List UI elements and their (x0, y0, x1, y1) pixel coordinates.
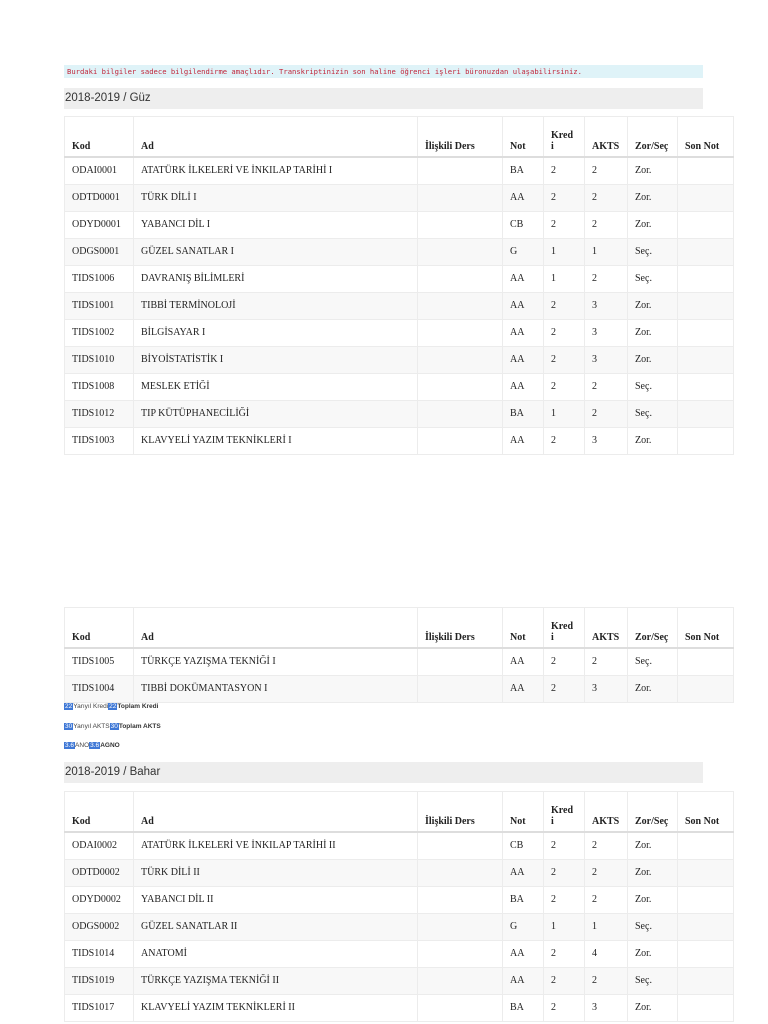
info-notice: Burdaki bilgiler sadece bilgilendirme amaçlıdır. Transkriptinizin son haline öğrenci işleri büronuzdan ulaşabilirsiniz. (64, 65, 703, 78)
ects-cell: 2 (585, 886, 628, 913)
final-grade-cell (678, 832, 734, 860)
final-grade-cell (678, 265, 734, 292)
header-kredi (544, 117, 585, 157)
course-name-cell: YABANCI DİL I (134, 211, 418, 238)
course-name-cell: TIBBİ TERMİNOLOJİ (134, 292, 418, 319)
required-elective-cell: Zor. (628, 427, 678, 454)
table-row (65, 832, 734, 860)
header-ad: Ad (134, 608, 418, 648)
course-name-cell: DAVRANIŞ BİLİMLERİ (134, 265, 418, 292)
header-zor-sec: Zor/Seç (628, 608, 678, 648)
course-name-cell: BİYOİSTATİSTİK I (134, 346, 418, 373)
required-elective-cell: Zor. (628, 675, 678, 702)
table-row (65, 238, 734, 265)
course-code-cell: TIDS1001 (65, 292, 134, 319)
grade-cell: AA (503, 675, 544, 702)
course-name-cell: GÜZEL SANATLAR II (134, 913, 418, 940)
term-title-spring: 2018-2019 / Bahar (64, 762, 703, 783)
related-course-cell (418, 157, 503, 185)
credit-cell: 1 (544, 265, 585, 292)
credit-cell: 2 (544, 292, 585, 319)
header-kod: Kod (65, 117, 134, 157)
header-kredi (544, 608, 585, 648)
grade-cell: AA (503, 648, 544, 676)
summary-akts (64, 722, 161, 732)
course-name-cell: TÜRKÇE YAZIŞMA TEKNİĞİ II (134, 967, 418, 994)
required-elective-cell: Zor. (628, 886, 678, 913)
final-grade-cell (678, 427, 734, 454)
course-code-cell: ODYD0001 (65, 211, 134, 238)
related-course-cell (418, 886, 503, 913)
related-course-cell (418, 238, 503, 265)
required-elective-cell: Seç. (628, 265, 678, 292)
course-code-cell: ODYD0002 (65, 886, 134, 913)
ects-cell: 4 (585, 940, 628, 967)
yariyil-kredi-label: Yarıyıl Kredi (73, 703, 109, 710)
course-code-cell: ODTD0001 (65, 184, 134, 211)
grade-cell: AA (503, 427, 544, 454)
related-course-cell (418, 292, 503, 319)
course-name-cell: TÜRKÇE YAZIŞMA TEKNİĞİ I (134, 648, 418, 676)
header-zor-sec: Zor/Seç (628, 117, 678, 157)
related-course-cell (418, 675, 503, 702)
credit-cell: 2 (544, 886, 585, 913)
course-code-cell: TIDS1014 (65, 940, 134, 967)
ects-cell: 2 (585, 967, 628, 994)
table-row (65, 184, 734, 211)
credit-cell: 2 (544, 675, 585, 702)
agno-label: AGNO (100, 742, 120, 749)
final-grade-cell (678, 913, 734, 940)
yariyil-kredi-value: 22 (65, 703, 73, 710)
ects-cell: 2 (585, 265, 628, 292)
grade-cell: AA (503, 346, 544, 373)
ects-cell: 3 (585, 675, 628, 702)
header-kredi-line1: Kred (551, 804, 574, 816)
related-course-cell (418, 832, 503, 860)
related-course-cell (418, 994, 503, 1021)
header-iliskili-ders: İlişkili Ders (418, 608, 503, 648)
header-not: Not (503, 608, 544, 648)
grades-table-fall-continued (64, 607, 734, 703)
grade-cell: AA (503, 265, 544, 292)
related-course-cell (418, 211, 503, 238)
credit-cell: 2 (544, 427, 585, 454)
course-name-cell: TÜRK DİLİ II (134, 859, 418, 886)
table-row (65, 211, 734, 238)
table-header-row (65, 608, 734, 648)
final-grade-cell (678, 967, 734, 994)
yariyil-akts-value: 30 (65, 723, 73, 730)
course-code-cell: TIDS1017 (65, 994, 134, 1021)
ano-value: 3.6 (65, 742, 75, 749)
table-header-row (65, 117, 734, 157)
header-iliskili-ders: İlişkili Ders (418, 117, 503, 157)
header-kredi-line1: Kred (551, 129, 574, 141)
header-akts: AKTS (585, 117, 628, 157)
related-course-cell (418, 265, 503, 292)
header-kredi-line2: i (551, 140, 554, 152)
grades-table-spring (64, 791, 734, 1022)
summary-ano (64, 741, 120, 751)
required-elective-cell: Seç. (628, 238, 678, 265)
header-kod: Kod (65, 792, 134, 832)
final-grade-cell (678, 400, 734, 427)
related-course-cell (418, 648, 503, 676)
grade-cell: AA (503, 292, 544, 319)
final-grade-cell (678, 886, 734, 913)
ects-cell: 3 (585, 292, 628, 319)
ects-cell: 2 (585, 859, 628, 886)
related-course-cell (418, 184, 503, 211)
grade-cell: BA (503, 886, 544, 913)
grade-cell: AA (503, 373, 544, 400)
toplam-kredi-label: Toplam Kredi (117, 703, 159, 710)
related-course-cell (418, 400, 503, 427)
course-code-cell: ODAI0001 (65, 157, 134, 185)
ects-cell: 2 (585, 211, 628, 238)
toplam-kredi-value: 22 (109, 703, 117, 710)
related-course-cell (418, 346, 503, 373)
required-elective-cell: Seç. (628, 400, 678, 427)
required-elective-cell: Zor. (628, 859, 678, 886)
credit-cell: 2 (544, 157, 585, 185)
related-course-cell (418, 319, 503, 346)
credit-cell: 2 (544, 859, 585, 886)
credit-cell: 2 (544, 832, 585, 860)
final-grade-cell (678, 940, 734, 967)
header-ad: Ad (134, 117, 418, 157)
ano-label: ANO (75, 742, 90, 749)
table-row (65, 373, 734, 400)
header-akts: AKTS (585, 608, 628, 648)
course-code-cell: TIDS1010 (65, 346, 134, 373)
course-name-cell: MESLEK ETİĞİ (134, 373, 418, 400)
final-grade-cell (678, 373, 734, 400)
credit-cell: 2 (544, 211, 585, 238)
header-kod: Kod (65, 608, 134, 648)
related-course-cell (418, 913, 503, 940)
final-grade-cell (678, 648, 734, 676)
header-kredi-line2: i (551, 815, 554, 827)
credit-cell: 1 (544, 400, 585, 427)
ects-cell: 1 (585, 238, 628, 265)
required-elective-cell: Zor. (628, 157, 678, 185)
table-row (65, 648, 734, 676)
final-grade-cell (678, 346, 734, 373)
course-name-cell: TIP KÜTÜPHANECİLİĞİ (134, 400, 418, 427)
ects-cell: 2 (585, 400, 628, 427)
ects-cell: 2 (585, 832, 628, 860)
required-elective-cell: Seç. (628, 913, 678, 940)
yariyil-akts-label: Yarıyıl AKTS (73, 723, 110, 730)
grade-cell: G (503, 238, 544, 265)
course-code-cell: TIDS1008 (65, 373, 134, 400)
course-code-cell: TIDS1005 (65, 648, 134, 676)
ects-cell: 3 (585, 994, 628, 1021)
required-elective-cell: Zor. (628, 940, 678, 967)
course-code-cell: TIDS1012 (65, 400, 134, 427)
ects-cell: 2 (585, 184, 628, 211)
ects-cell: 3 (585, 346, 628, 373)
table-row (65, 940, 734, 967)
course-name-cell: TÜRK DİLİ I (134, 184, 418, 211)
course-code-cell: TIDS1019 (65, 967, 134, 994)
grade-cell: BA (503, 400, 544, 427)
required-elective-cell: Zor. (628, 211, 678, 238)
grade-cell: CB (503, 832, 544, 860)
toplam-akts-label: Toplam AKTS (118, 723, 161, 730)
table-row (65, 346, 734, 373)
ects-cell: 3 (585, 319, 628, 346)
header-kredi (544, 792, 585, 832)
course-code-cell: TIDS1004 (65, 675, 134, 702)
ects-cell: 2 (585, 157, 628, 185)
table-row (65, 886, 734, 913)
credit-cell: 1 (544, 913, 585, 940)
course-name-cell: TIBBİ DOKÜMANTASYON I (134, 675, 418, 702)
ects-cell: 3 (585, 427, 628, 454)
course-code-cell: ODGS0002 (65, 913, 134, 940)
table-row (65, 913, 734, 940)
grades-table-fall (64, 116, 734, 455)
table-row (65, 319, 734, 346)
course-code-cell: TIDS1006 (65, 265, 134, 292)
header-akts: AKTS (585, 792, 628, 832)
final-grade-cell (678, 994, 734, 1021)
credit-cell: 2 (544, 346, 585, 373)
required-elective-cell: Seç. (628, 373, 678, 400)
credit-cell: 2 (544, 940, 585, 967)
table-row (65, 265, 734, 292)
final-grade-cell (678, 675, 734, 702)
table-row (65, 292, 734, 319)
grade-cell: AA (503, 184, 544, 211)
table-row (65, 967, 734, 994)
course-name-cell: ANATOMİ (134, 940, 418, 967)
final-grade-cell (678, 184, 734, 211)
required-elective-cell: Zor. (628, 292, 678, 319)
related-course-cell (418, 373, 503, 400)
table-row (65, 675, 734, 702)
course-code-cell: ODAI0002 (65, 832, 134, 860)
table-row (65, 400, 734, 427)
term-title-fall: 2018-2019 / Güz (64, 88, 703, 109)
header-son-not: Son Not (678, 608, 734, 648)
toplam-akts-value: 30 (110, 723, 118, 730)
grade-cell: AA (503, 940, 544, 967)
credit-cell: 2 (544, 648, 585, 676)
required-elective-cell: Seç. (628, 967, 678, 994)
required-elective-cell: Zor. (628, 832, 678, 860)
required-elective-cell: Seç. (628, 648, 678, 676)
ects-cell: 2 (585, 373, 628, 400)
final-grade-cell (678, 157, 734, 185)
agno-value: 3.6 (90, 742, 100, 749)
related-course-cell (418, 859, 503, 886)
header-kredi-line1: Kred (551, 620, 574, 632)
required-elective-cell: Zor. (628, 184, 678, 211)
related-course-cell (418, 427, 503, 454)
credit-cell: 2 (544, 994, 585, 1021)
header-zor-sec: Zor/Seç (628, 792, 678, 832)
required-elective-cell: Zor. (628, 319, 678, 346)
table-row (65, 859, 734, 886)
header-iliskili-ders: İlişkili Ders (418, 792, 503, 832)
final-grade-cell (678, 292, 734, 319)
credit-cell: 2 (544, 319, 585, 346)
final-grade-cell (678, 319, 734, 346)
course-name-cell: KLAVYELİ YAZIM TEKNİKLERİ I (134, 427, 418, 454)
grade-cell: G (503, 913, 544, 940)
required-elective-cell: Zor. (628, 994, 678, 1021)
header-son-not: Son Not (678, 792, 734, 832)
course-code-cell: ODGS0001 (65, 238, 134, 265)
course-name-cell: GÜZEL SANATLAR I (134, 238, 418, 265)
course-name-cell: BİLGİSAYAR I (134, 319, 418, 346)
grade-cell: AA (503, 967, 544, 994)
credit-cell: 2 (544, 967, 585, 994)
course-name-cell: ATATÜRK İLKELERİ VE İNKILAP TARİHİ I (134, 157, 418, 185)
grade-cell: AA (503, 319, 544, 346)
final-grade-cell (678, 211, 734, 238)
table-header-row (65, 792, 734, 832)
course-name-cell: ATATÜRK İLKELERİ VE İNKILAP TARİHİ II (134, 832, 418, 860)
credit-cell: 2 (544, 373, 585, 400)
grade-cell: AA (503, 859, 544, 886)
course-code-cell: TIDS1003 (65, 427, 134, 454)
header-son-not: Son Not (678, 117, 734, 157)
course-code-cell: TIDS1002 (65, 319, 134, 346)
required-elective-cell: Zor. (628, 346, 678, 373)
related-course-cell (418, 940, 503, 967)
header-ad: Ad (134, 792, 418, 832)
final-grade-cell (678, 859, 734, 886)
related-course-cell (418, 967, 503, 994)
grade-cell: CB (503, 211, 544, 238)
header-not: Not (503, 117, 544, 157)
credit-cell: 1 (544, 238, 585, 265)
summary-kredi (64, 702, 158, 712)
table-row (65, 427, 734, 454)
course-code-cell: ODTD0002 (65, 859, 134, 886)
course-name-cell: YABANCI DİL II (134, 886, 418, 913)
header-not: Not (503, 792, 544, 832)
header-kredi-line2: i (551, 631, 554, 643)
grade-cell: BA (503, 994, 544, 1021)
ects-cell: 1 (585, 913, 628, 940)
table-row (65, 157, 734, 185)
credit-cell: 2 (544, 184, 585, 211)
grade-cell: BA (503, 157, 544, 185)
course-name-cell: KLAVYELİ YAZIM TEKNİKLERİ II (134, 994, 418, 1021)
table-row (65, 994, 734, 1021)
final-grade-cell (678, 238, 734, 265)
ects-cell: 2 (585, 648, 628, 676)
